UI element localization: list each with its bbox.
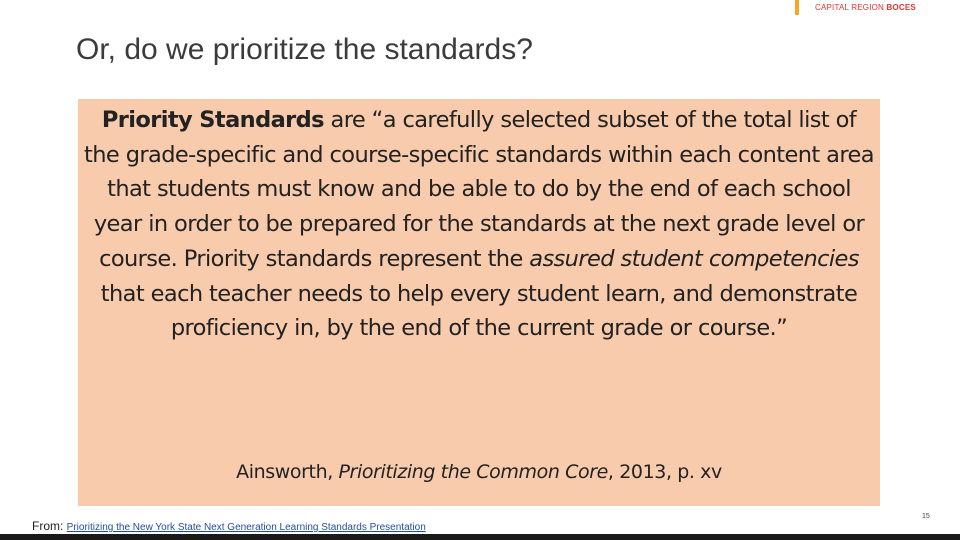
capital-region-boces-logo xyxy=(815,3,916,12)
page-number: 15 xyxy=(922,513,930,520)
logo-accent-bar xyxy=(795,0,799,15)
logo-text-part2: BOCES xyxy=(886,3,916,12)
quote-italic-phrase: assured student competencies xyxy=(529,245,859,272)
citation xyxy=(78,461,880,483)
quote-bold-lead: Priority Standards xyxy=(101,107,324,133)
quote-text-part1: are “a carefully selected subset of the total list of the grade-specific and course-specific standards within each content area that students must know and be able to do by the end of each school year in order to be prepared for the standards at the next grade level or course. Priority standards represent the xyxy=(84,107,874,272)
bottom-bar xyxy=(0,534,960,540)
citation-work: Prioritizing the Common Core xyxy=(338,461,608,483)
from-label: From: xyxy=(32,519,67,533)
citation-author: Ainsworth, xyxy=(236,461,339,483)
quote-box xyxy=(78,99,880,506)
quote-text-part2: that each teacher needs to help every student learn, and demonstrate proficiency in, by the end of the current grade or course.” xyxy=(100,280,858,342)
source-line xyxy=(32,519,426,533)
slide-title: Or, do we prioritize the standards? xyxy=(76,33,533,66)
citation-details: , 2013, p. xv xyxy=(607,461,722,483)
priority-standards-quote xyxy=(84,103,874,346)
logo-text-part1: CAPITAL REGION xyxy=(815,3,885,12)
source-link[interactable]: Prioritizing the New York State Next Generation Learning Standards Presentation xyxy=(66,522,426,533)
